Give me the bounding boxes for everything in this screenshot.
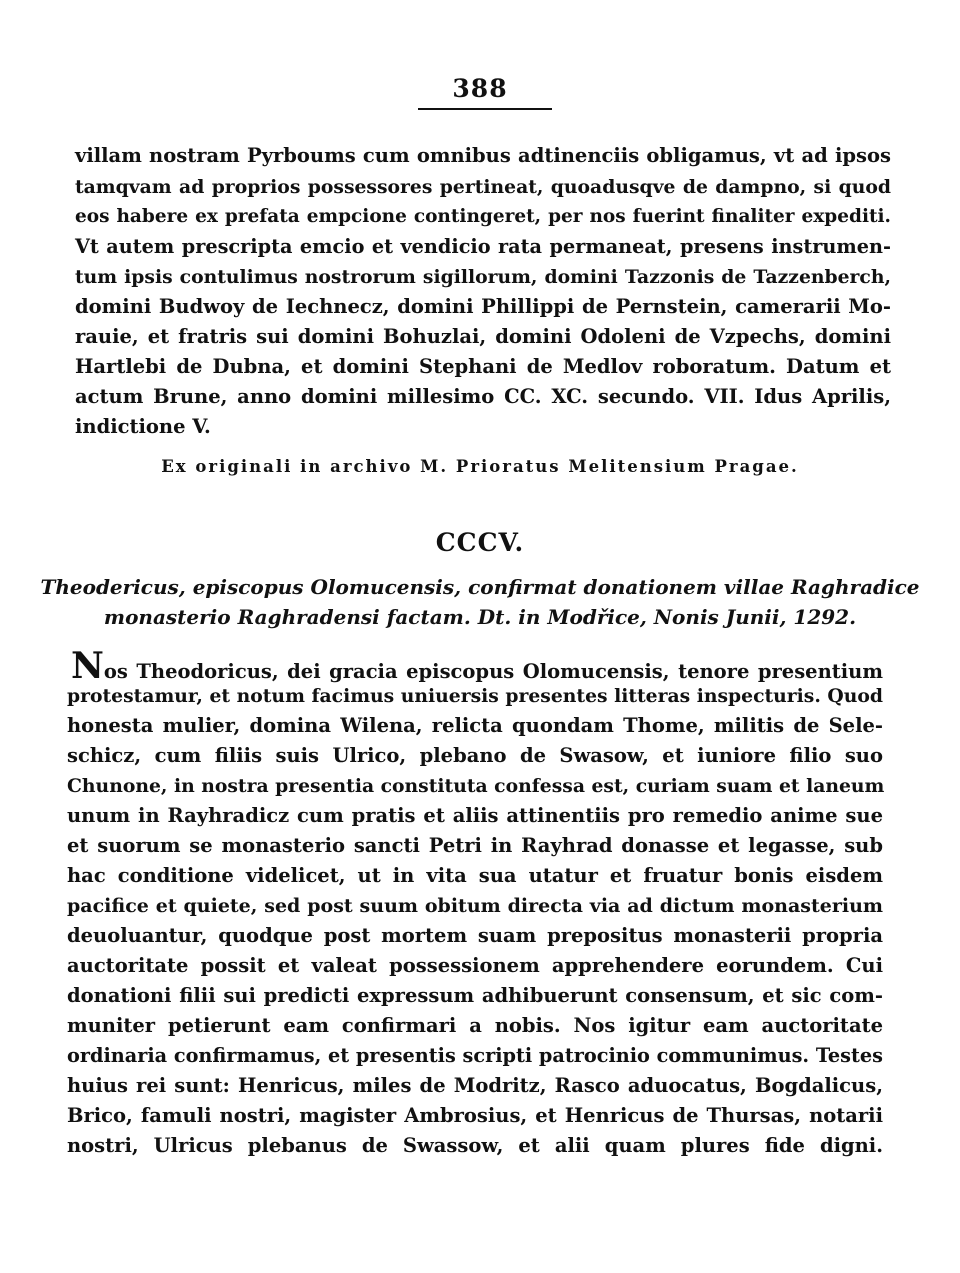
text-line: deuoluantur, quodque post mortem suam prepositus monasterii propria	[67, 924, 883, 947]
text-line: schicz, cum filiis suis Ulrico, plebano de Swasow, et iuniore filio suo	[67, 744, 883, 767]
text-line: Brico, famuli nostri, magister Ambrosius, et Henricus de Thursas, notarii	[67, 1104, 883, 1127]
first-line-text: os Theodoricus, dei gracia episcopus Olomucensis, tenore presentium	[103, 660, 883, 683]
text-line: tamqvam ad proprios possessores pertineat, quoadusqve de dampno, si quod	[75, 176, 891, 198]
initial-letter: N	[71, 645, 104, 687]
text-line: auctoritate possit et valeat possessionem apprehendere eorundem. Cui	[67, 954, 883, 977]
text-line: huius rei sunt: Henricus, miles de Modritz, Rasco aduocatus, Bogdalicus,	[67, 1074, 883, 1097]
text-line: protestamur, et notum facimus uniuersis presentes litteras inspecturis. Quod	[67, 685, 883, 707]
text-line: actum Brune, anno domini millesimo CC. XC. secundo. VII. Idus Aprilis,	[75, 385, 891, 408]
text-line: Hartlebi de Dubna, et domini Stephani de Medlov roboratum. Datum et	[75, 355, 891, 378]
text-line: rauie, et fratris sui domini Bohuzlai, domini Odoleni de Vzpechs, domini	[75, 325, 891, 348]
rubric-line: Theodericus, episcopus Olomucensis, confirmat donationem villae Raghradice	[40, 575, 920, 599]
text-line: tum ipsis contulimus nostrorum sigillorum, domini Tazzonis de Tazzenberch,	[75, 266, 891, 288]
text-line: eos habere ex prefata empcione contingeret, per nos fuerint finaliter expediti.	[75, 206, 891, 227]
first-body-line	[71, 645, 883, 687]
text-line: honesta mulier, domina Wilena, relicta quondam Thome, militis de Sele-	[67, 714, 883, 737]
text-line: domini Budwoy de Iechnecz, domini Phillippi de Pernstein, camerarii Mo-	[75, 295, 891, 318]
text-line: unum in Rayhradicz cum pratis et aliis attinentiis pro remedio anime sue	[67, 804, 883, 827]
source-note: Ex originali in archivo M. Prioratus Melitensium Pragae.	[161, 457, 799, 476]
text-line: donationi filii sui predicti expressum adhibuerunt consensum, et sic com-	[67, 984, 883, 1007]
text-line: Chunone, in nostra presentia constituta confessa est, curiam suam et laneum	[67, 775, 885, 797]
text-line: pacifice et quiete, sed post suum obitum directa via ad dictum monasterium	[67, 895, 883, 917]
text-line: et suorum se monasterio sancti Petri in Rayhrad donasse et legasse, sub	[67, 834, 883, 857]
text-line: villam nostram Pyrboums cum omnibus adtinenciis obligamus, vt ad ipsos	[75, 144, 891, 167]
text-line: ordinaria confirmamus, et presentis scripti patrocinio communimus. Testes	[67, 1044, 883, 1067]
text-line: indictione V.	[75, 415, 211, 438]
page-number-rule	[418, 108, 552, 110]
document-number: CCCV.	[435, 528, 525, 557]
text-line: hac conditione videlicet, ut in vita sua utatur et fruatur bonis eisdem	[67, 864, 883, 887]
text-line: Vt autem prescripta emcio et vendicio rata permaneat, presens instrumen-	[75, 235, 891, 258]
text-line: muniter petierunt eam confirmari a nobis. Nos igitur eam auctoritate	[67, 1014, 883, 1037]
text-line: nostri, Ulricus plebanus de Swassow, et alii quam plures fide digni.	[67, 1134, 883, 1157]
rubric-line: monasterio Raghradensi factam. Dt. in Modřice, Nonis Junii, 1292.	[103, 605, 857, 629]
page-number: 388	[452, 74, 508, 103]
